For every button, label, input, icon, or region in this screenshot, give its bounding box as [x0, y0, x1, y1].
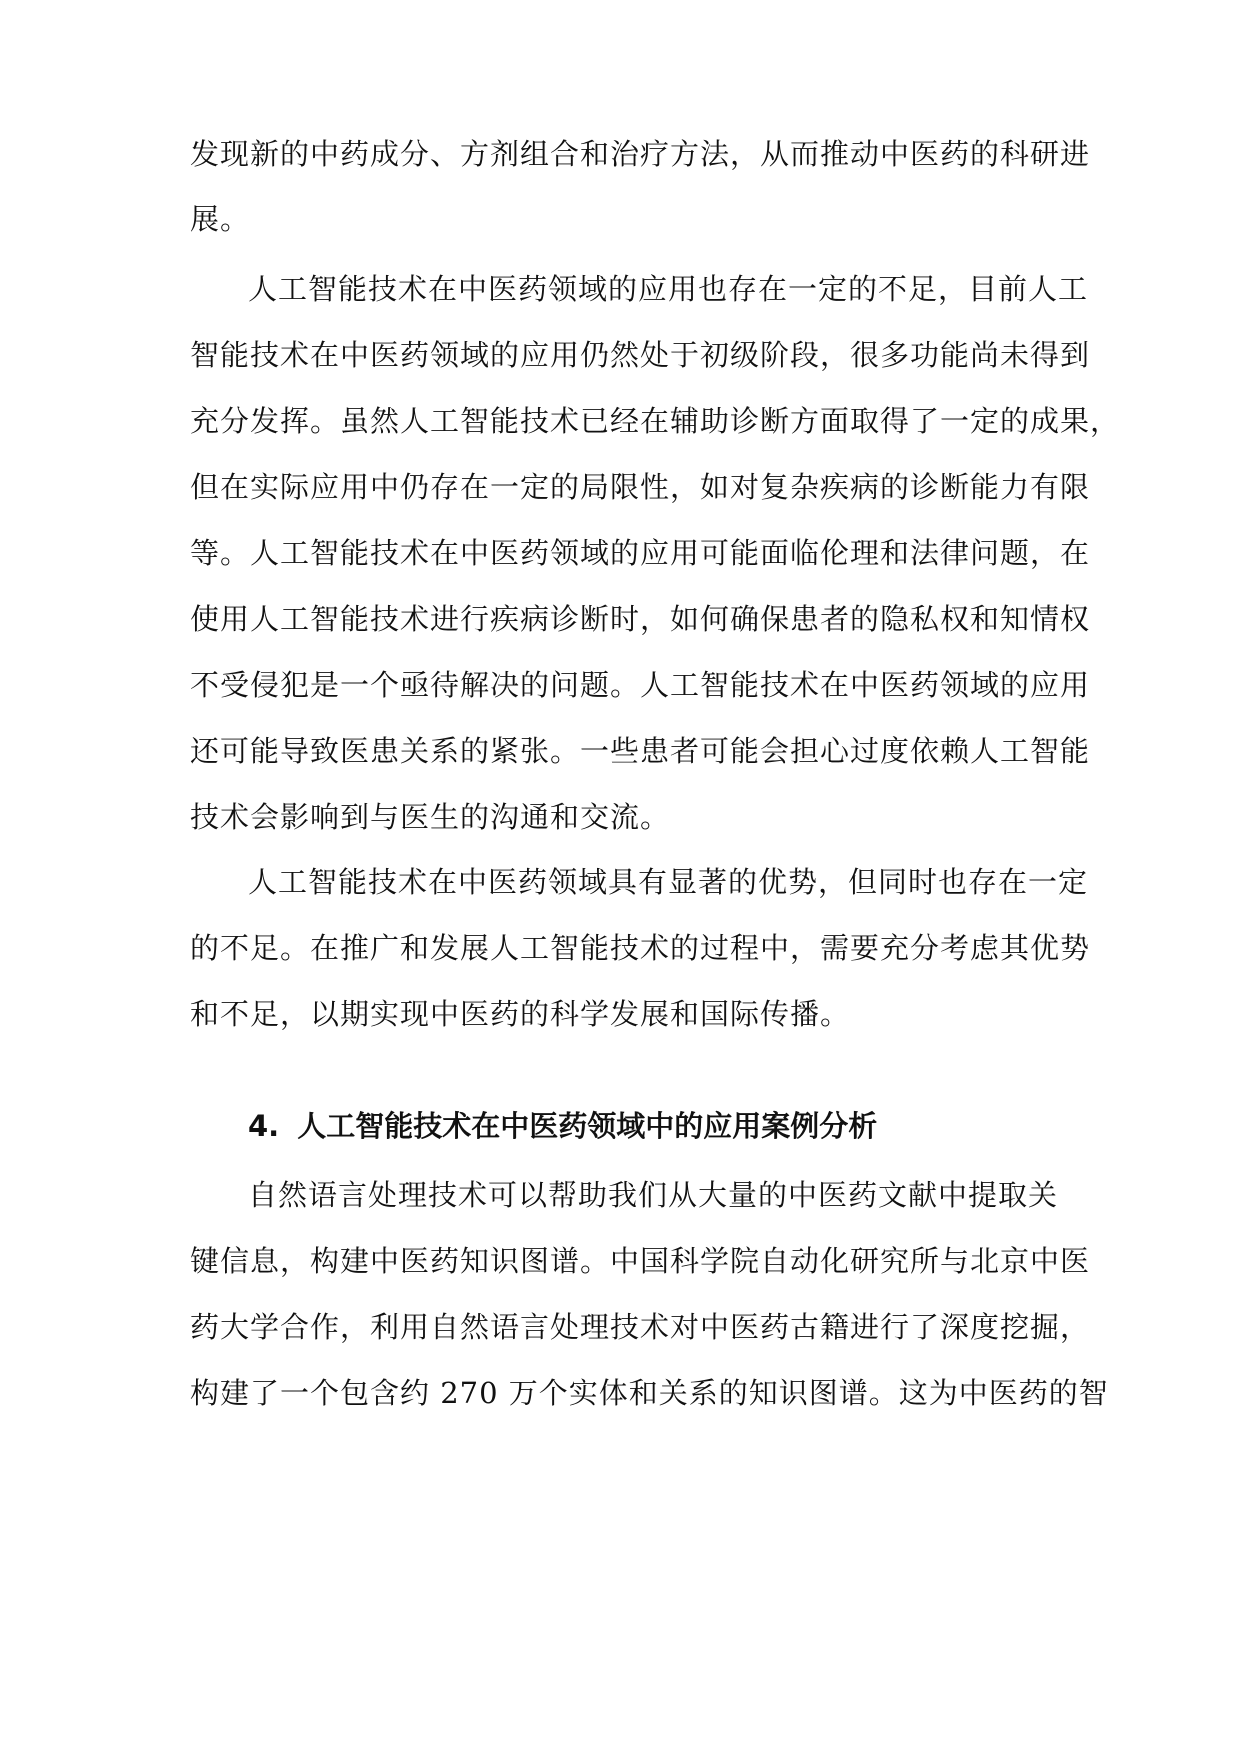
paragraph-3-line-2: 的不足。在推广和发展人工智能技术的过程中，需要充分考虑其优势	[190, 931, 1091, 965]
paragraph-2-line-5: 等。人工智能技术在中医药领域的应用可能面临伦理和法律问题，在	[190, 536, 1091, 570]
paragraph-2-line-4: 但在实际应用中仍存在一定的局限性，如对复杂疾病的诊断能力有限	[190, 470, 1091, 504]
paragraph-1-line-2: 展。	[190, 202, 251, 236]
paragraph-4-line-4: 构建了一个包含约 270 万个实体和关系的知识图谱。这为中医药的智	[190, 1376, 1109, 1410]
paragraph-2-line-3: 充分发挥。虽然人工智能技术已经在辅助诊断方面取得了一定的成果，	[190, 404, 1121, 438]
paragraph-3-line-1: 人工智能技术在中医药领域具有显著的优势，但同时也存在一定	[248, 865, 1089, 899]
paragraph-4-line-1: 自然语言处理技术可以帮助我们从大量的中医药文献中提取关	[248, 1178, 1059, 1212]
paragraph-3-line-3: 和不足，以期实现中医药的科学发展和国际传播。	[190, 997, 851, 1031]
paragraph-2-line-9: 技术会影响到与医生的沟通和交流。	[190, 800, 671, 834]
paragraph-1-line-1: 发现新的中药成分、方剂组合和治疗方法，从而推动中医药的科研进	[190, 137, 1091, 171]
paragraph-4-line-2: 键信息，构建中医药知识图谱。中国科学院自动化研究所与北京中医	[190, 1244, 1091, 1278]
paragraph-2-line-6: 使用人工智能技术进行疾病诊断时，如何确保患者的隐私权和知情权	[190, 602, 1091, 636]
section-number: 4.	[248, 1109, 280, 1143]
paragraph-2-line-7: 不受侵犯是一个亟待解决的问题。人工智能技术在中医药领域的应用	[190, 668, 1091, 702]
paragraph-4-line-3: 药大学合作，利用自然语言处理技术对中医药古籍进行了深度挖掘，	[190, 1310, 1091, 1344]
paragraph-2-line-2: 智能技术在中医药领域的应用仍然处于初级阶段，很多功能尚未得到	[190, 338, 1091, 372]
section-heading	[248, 1106, 1060, 1146]
section-title: 人工智能技术在中医药领域中的应用案例分析	[297, 1109, 878, 1143]
paragraph-2-line-1: 人工智能技术在中医药领域的应用也存在一定的不足，目前人工	[248, 272, 1089, 306]
paragraph-2-line-8: 还可能导致医患关系的紧张。一些患者可能会担心过度依赖人工智能	[190, 734, 1091, 768]
